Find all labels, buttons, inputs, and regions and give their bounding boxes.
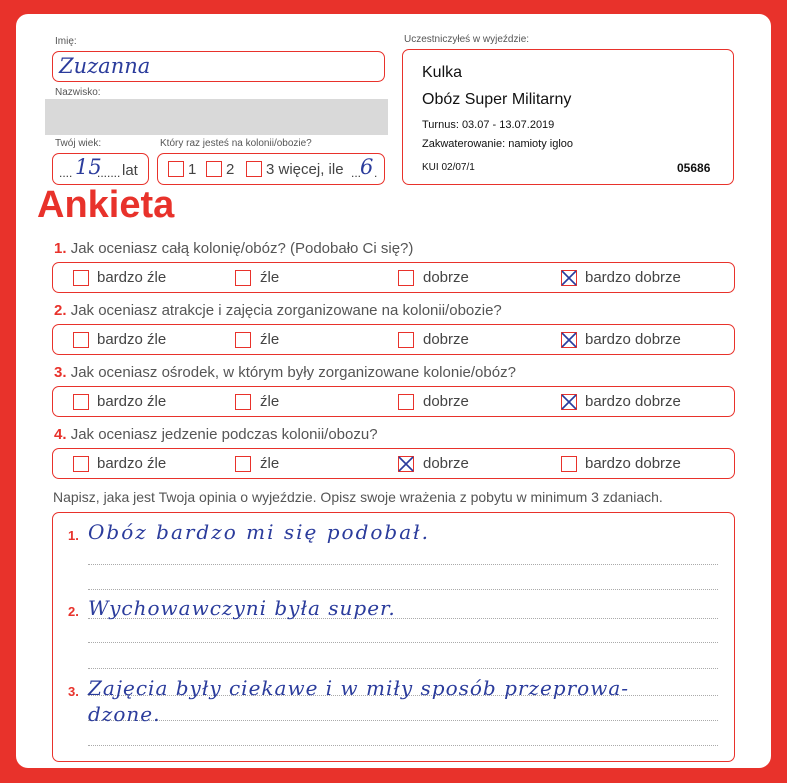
question-4-options <box>52 448 735 479</box>
q3-checkbox-zle[interactable] <box>235 394 251 410</box>
q2-checkbox-bardzo-dobrze-checked[interactable] <box>561 332 577 348</box>
q4-option-label: dobrze <box>423 455 469 472</box>
trip-accommodation: Zakwaterowanie: namioty igloo <box>422 138 574 150</box>
answer-3-text: Zajęcia były ciekawe i w miły sposób przeprowa- <box>88 676 630 700</box>
age-dots-after: ....... <box>97 166 121 180</box>
question-4-text: 4. Jak oceniasz jedzenie podczas kolonii/obozu? <box>54 426 378 443</box>
name-field[interactable] <box>52 51 385 82</box>
writing-line <box>88 642 718 643</box>
q3-option-label: dobrze <box>423 393 469 410</box>
q1-checkbox-dobrze[interactable] <box>398 270 414 286</box>
answer-1-number: 1. <box>68 528 79 543</box>
trip-label: Uczestniczyłeś w wyjeździe: <box>404 34 530 45</box>
name-value: Zuzanna <box>59 54 151 78</box>
trip-term: Turnus: 03.07 - 13.07.2019 <box>422 119 555 131</box>
q3-option-label: bardzo dobrze <box>585 393 681 410</box>
q2-option-label: bardzo dobrze <box>585 331 681 348</box>
age-dots-before: .... <box>59 166 73 180</box>
q4-option-label: bardzo źle <box>97 455 167 472</box>
q4-checkbox-zle[interactable] <box>235 456 251 472</box>
surname-label: Nazwisko: <box>55 87 101 98</box>
opinion-prompt: Napisz, jaka jest Twoja opinia o wyjeździe. Opisz swoje wrażenia z pobytu w minimum 3 zdaniach. <box>53 489 663 505</box>
answer-2-text: Wychowawczyni była super. <box>88 596 396 620</box>
visit-option-2: 2 <box>226 161 235 178</box>
q3-checkbox-bardzo-zle[interactable] <box>73 394 89 410</box>
visit-checkbox-2[interactable] <box>206 161 222 177</box>
q2-option-label: źle <box>260 331 280 348</box>
trip-company: Kulka <box>422 64 463 81</box>
name-label: Imię: <box>55 36 77 47</box>
visit-field <box>157 153 385 185</box>
q1-option-label: dobrze <box>423 269 469 286</box>
visit-checkbox-3[interactable] <box>246 161 262 177</box>
question-3-text: 3. Jak oceniasz ośrodek, w którym były zorganizowane kolonie/obóz? <box>54 364 516 381</box>
age-field[interactable] <box>52 153 149 185</box>
checkmark-x-icon <box>560 331 578 349</box>
q3-option-label: bardzo źle <box>97 393 167 410</box>
visit-dots-before: ... <box>351 166 362 180</box>
checkmark-x-icon <box>560 393 578 411</box>
writing-line <box>88 589 718 590</box>
question-2-text: 2. Jak oceniasz atrakcje i zajęcia zorganizowane na kolonii/obozie? <box>54 302 502 319</box>
surname-redacted <box>45 99 388 135</box>
q3-option-label: źle <box>260 393 280 410</box>
q4-option-label: źle <box>260 455 280 472</box>
age-unit: lat <box>122 162 138 179</box>
q2-checkbox-bardzo-zle[interactable] <box>73 332 89 348</box>
q2-checkbox-dobrze[interactable] <box>398 332 414 348</box>
visit-option-1: 1 <box>188 161 197 178</box>
question-2-options <box>52 324 735 355</box>
age-label: Twój wiek: <box>55 138 102 149</box>
question-1-text: 1. Jak oceniasz całą kolonię/obóz? (Podobało Ci się?) <box>54 240 414 257</box>
checkmark-x-icon <box>560 269 578 287</box>
visit-checkbox-1[interactable] <box>168 161 184 177</box>
writing-line <box>88 668 718 669</box>
age-value: 15 <box>75 155 102 179</box>
q2-option-label: bardzo źle <box>97 331 167 348</box>
answer-3-text-continued: dzone. <box>88 702 161 726</box>
checkmark-x-icon <box>397 455 415 473</box>
visit-dots-after: . <box>374 166 378 180</box>
q3-checkbox-dobrze[interactable] <box>398 394 414 410</box>
q4-checkbox-bardzo-zle[interactable] <box>73 456 89 472</box>
writing-line <box>88 564 718 565</box>
q4-checkbox-dobrze-checked[interactable] <box>398 456 414 472</box>
answer-3-number: 3. <box>68 684 79 699</box>
writing-line <box>88 745 718 746</box>
q2-checkbox-zle[interactable] <box>235 332 251 348</box>
survey-title: Ankieta <box>37 184 175 226</box>
visit-count-value: 6 <box>360 155 374 179</box>
question-1-options <box>52 262 735 293</box>
q4-checkbox-bardzo-dobrze[interactable] <box>561 456 577 472</box>
trip-camp-name: Obóz Super Militarny <box>422 91 572 108</box>
answer-1-text: Obóz bardzo mi się podobał. <box>88 520 430 544</box>
q1-checkbox-bardzo-dobrze-checked[interactable] <box>561 270 577 286</box>
question-3-options <box>52 386 735 417</box>
answer-2-number: 2. <box>68 604 79 619</box>
q3-checkbox-bardzo-dobrze-checked[interactable] <box>561 394 577 410</box>
q1-checkbox-bardzo-zle[interactable] <box>73 270 89 286</box>
q1-checkbox-zle[interactable] <box>235 270 251 286</box>
q4-option-label: bardzo dobrze <box>585 455 681 472</box>
trip-number: 05686 <box>677 161 711 175</box>
writing-line <box>88 720 718 721</box>
trip-box <box>402 49 734 185</box>
q1-option-label: bardzo dobrze <box>585 269 681 286</box>
trip-code: KUI 02/07/1 <box>422 162 475 173</box>
q2-option-label: dobrze <box>423 331 469 348</box>
q1-option-label: bardzo źle <box>97 269 167 286</box>
visit-label: Który raz jesteś na kolonii/obozie? <box>160 138 312 149</box>
visit-option-3: 3 więcej, ile <box>266 161 344 178</box>
q1-option-label: źle <box>260 269 280 286</box>
